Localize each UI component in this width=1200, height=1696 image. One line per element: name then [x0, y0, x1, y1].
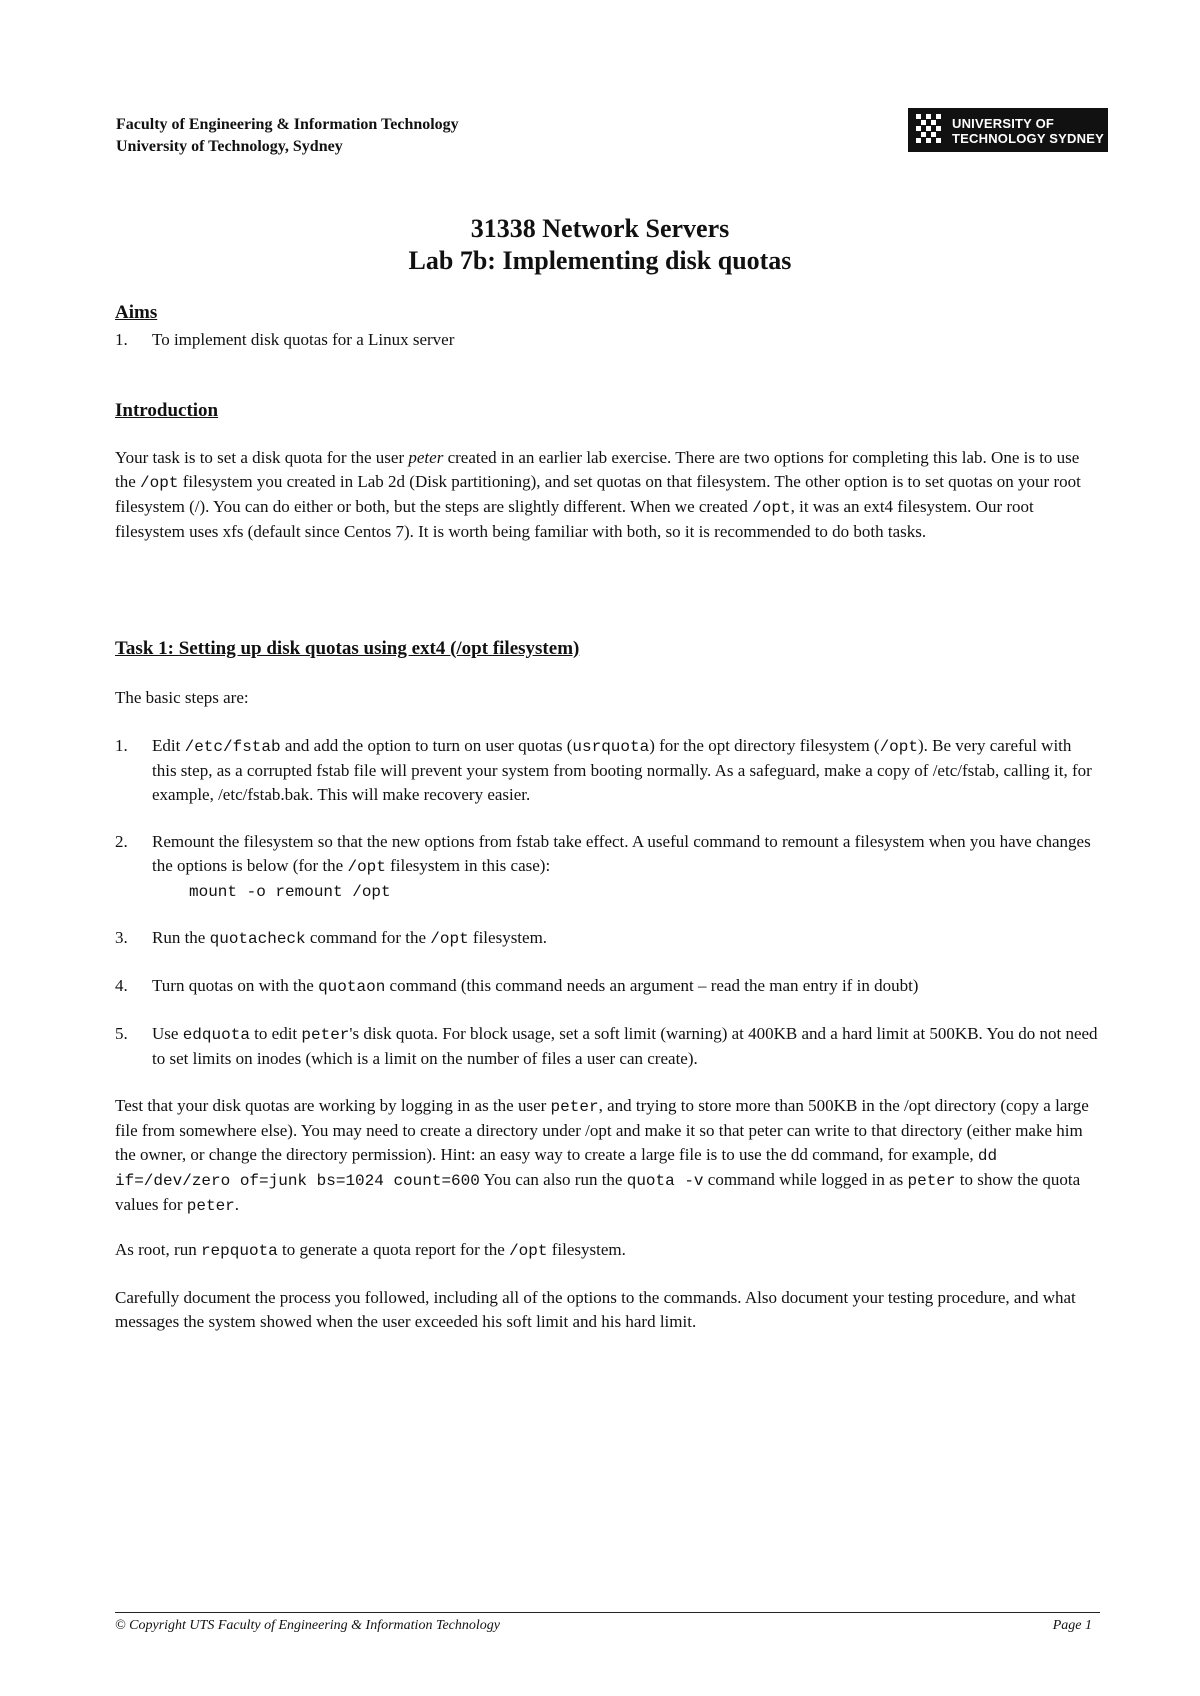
step-5: 5. Use edquota to edit peter's disk quota. For block usage, set a soft limit (warning) at 400KB and a hard limit at 500KB. You do not need to set limits on inodes (which is a limit on the number of files a user can create).: [115, 1024, 1098, 1068]
remount-command: mount -o remount /opt: [189, 883, 391, 901]
testing-paragraph: Test that your disk quotas are working by logging in as the user peter, and trying to store more than 500KB in the /opt directory (copy a large file from somewhere else). You may need to create a directory under /opt and make it so that peter can write to that directory (either make him the owner, or change the directory permission). Hint: an easy way to create a large file is to use the dd command, for example, dd if=/dev/zero of=junk bs=1024 count=600 You can also run the quota -v command while logged in as peter to show the quota values for peter.: [115, 1096, 1089, 1215]
uts-logo: [908, 108, 1108, 152]
repquota-paragraph: As root, run repquota to generate a quota report for the /opt filesystem.: [115, 1240, 626, 1260]
aims-item: 1. To implement disk quotas for a Linux server: [115, 330, 455, 349]
course-title: 31338 Network Servers: [470, 214, 730, 243]
university-name: University of Technology, Sydney: [116, 138, 343, 155]
basic-steps-intro: The basic steps are:: [115, 688, 249, 707]
step-2: 2. Remount the filesystem so that the new options from fstab take effect. A useful command to remount a filesystem when you have changes the options is below (for the /opt filesystem in this case): mount -o remount /opt: [115, 832, 1091, 901]
aims-heading: Aims: [115, 302, 158, 323]
step-1: 1. Edit /etc/fstab and add the option to turn on user quotas (usrquota) for the opt directory filesystem (/opt). Be very careful with this step, as a corrupted fstab file will prevent your system from booting normally. As a safeguard, make a copy of /etc/fstab, calling it, for example, /etc/fstab.bak. This will make recovery easier.: [115, 736, 1092, 804]
step-4: 4. Turn quotas on with the quotaon command (this command needs an argument – read the man entry if in doubt): [115, 976, 919, 996]
lab-title: Lab 7b: Implementing disk quotas: [408, 246, 792, 275]
dd-command: dd if=/dev/zero of=junk bs=1024 count=600: [115, 1147, 998, 1190]
uts-logo-wordmark: UNIVERSITY OF TECHNOLOGY SYDNEY: [952, 116, 1104, 146]
faculty-name: Faculty of Engineering & Information Technology: [116, 116, 459, 133]
footer-divider: [115, 1612, 1100, 1613]
uts-logo-mark-icon: [914, 112, 944, 148]
introduction-heading: Introduction: [115, 400, 219, 421]
introduction-paragraph: Your task is to set a disk quota for the user peter created in an earlier lab exercise. There are two options for completing this lab. One is to use the /opt filesystem you created in Lab 2d (Disk partitioning), and set quotas on that filesystem. The other option is to set quotas on your root filesystem (/). You can do either or both, but the steps are slightly different. When we created /opt, it was an ext4 filesystem. Our root filesystem uses xfs (default since Centos 7). It is worth being familiar with both, so it is recommended to do both tasks.: [115, 448, 1081, 541]
footer: [115, 1618, 1100, 1634]
documentation-paragraph: Carefully document the process you followed, including all of the options to the commands. Also document your testing procedure, and what messages the system showed when the user exceeded his soft limit and his hard limit.: [115, 1288, 1076, 1331]
footer-copyright: © Copyright UTS Faculty of Engineering & Information Technology: [115, 1618, 500, 1633]
header-text: [116, 114, 459, 158]
task1-heading: Task 1: Setting up disk quotas using ext4 (/opt filesystem): [115, 638, 580, 659]
step-3: 3. Run the quotacheck command for the /opt filesystem.: [115, 928, 548, 948]
page-number: Page 1: [1052, 1618, 1092, 1633]
